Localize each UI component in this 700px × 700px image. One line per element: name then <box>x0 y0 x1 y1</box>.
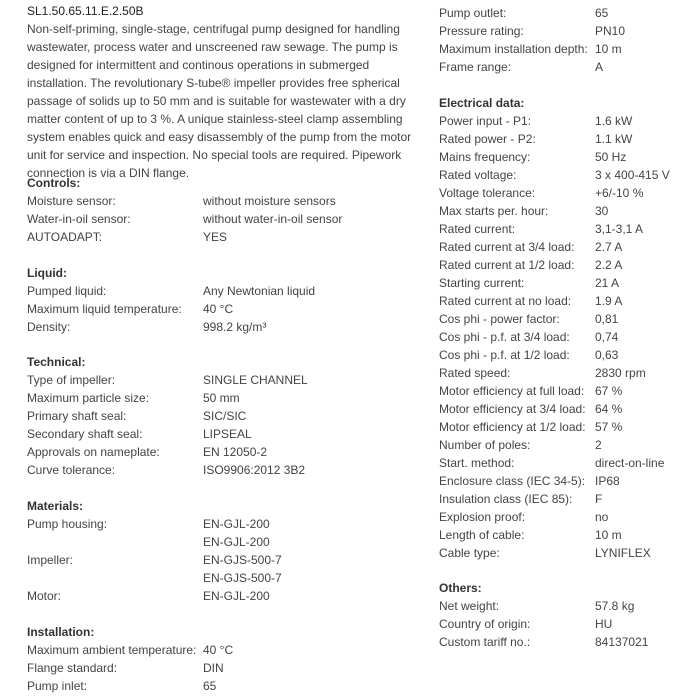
spec-label: Pressure rating: <box>439 24 524 38</box>
spec-value: 10 m <box>595 42 622 56</box>
spec-value: SINGLE CHANNEL <box>203 373 308 387</box>
spec-value: 57.8 kg <box>595 599 635 613</box>
spec-value: EN-GJS-500-7 <box>203 553 282 567</box>
electrical-row <box>439 544 679 562</box>
electrical-row <box>439 346 679 364</box>
spec-label: Rated current at 3/4 load: <box>439 240 575 254</box>
spec-value: EN-GJS-500-7 <box>203 571 282 585</box>
spec-value: PN10 <box>595 24 626 38</box>
spec-label: Pumped liquid: <box>27 284 107 298</box>
spec-value: 2 <box>595 438 602 452</box>
electrical-row <box>439 526 679 544</box>
controls-row <box>27 192 412 210</box>
description-line: Non-self-priming, single-stage, centrifugal pump designed for handling <box>27 22 400 36</box>
description-line: matter content of up to 3 %. A unique stainless-steel clamp assembling <box>27 112 403 126</box>
spec-value: 3 x 400-415 V <box>595 168 670 182</box>
controls-heading: Controls: <box>27 176 81 190</box>
spec-label: Rated current: <box>439 222 516 236</box>
liquid-row <box>27 318 412 336</box>
controls-row <box>27 210 412 228</box>
electrical-row <box>439 472 679 490</box>
spec-value: direct-on-line <box>595 456 665 470</box>
spec-value: without moisture sensors <box>203 194 336 208</box>
spec-value: Any Newtonian liquid <box>203 284 316 298</box>
spec-value: 1.9 A <box>595 294 623 308</box>
spec-label: Start. method: <box>439 456 515 470</box>
electrical-row <box>439 508 679 526</box>
spec-value: 57 % <box>595 420 623 434</box>
spec-value: EN 12050-2 <box>203 445 268 459</box>
liquid-heading: Liquid: <box>27 266 67 280</box>
spec-label: Custom tariff no.: <box>439 635 531 649</box>
spec-label: Motor: <box>27 589 62 603</box>
description-line: connection is via a DIN flange. <box>27 166 190 180</box>
spec-label: Motor efficiency at 3/4 load: <box>439 402 586 416</box>
description-line: system enables quick and easy disassembly of the pump from the motor <box>27 130 412 144</box>
materials-heading: Materials: <box>27 499 84 513</box>
spec-value: 30 <box>595 204 609 218</box>
spec-value: YES <box>203 230 228 244</box>
electrical-row <box>439 490 679 508</box>
installation-row <box>439 22 679 40</box>
spec-value: SIC/SIC <box>203 409 247 423</box>
electrical-row <box>439 148 679 166</box>
spec-label: Rated power - P2: <box>439 132 536 146</box>
spec-value: 40 °C <box>203 302 234 316</box>
installation-row <box>439 40 679 58</box>
materials-row <box>27 533 412 551</box>
spec-label: Country of origin: <box>439 617 531 631</box>
spec-value: 10 m <box>595 528 622 542</box>
description-line: passage of solids up to 50 mm and is suitable for wastewater with a dry <box>27 94 406 108</box>
installation-row <box>27 677 412 695</box>
spec-value: +6/-10 % <box>595 186 644 200</box>
materials-row <box>27 569 412 587</box>
description-line: designed for intermittent and continous operations in submerged <box>27 58 370 72</box>
spec-label: Flange standard: <box>27 661 118 675</box>
spec-label: Rated current at 1/2 load: <box>439 258 575 272</box>
spec-value: 65 <box>595 6 609 20</box>
spec-value: 0,63 <box>595 348 619 362</box>
spec-label: Power input - P1: <box>439 114 532 128</box>
spec-label: Water-in-oil sensor: <box>27 212 131 226</box>
spec-value: 0,81 <box>595 312 619 326</box>
spec-value: 64 % <box>595 402 623 416</box>
technical-row <box>27 425 412 443</box>
spec-label: Secondary shaft seal: <box>27 427 143 441</box>
electrical-row <box>439 436 679 454</box>
materials-row <box>27 551 412 569</box>
spec-value: 40 °C <box>203 643 234 657</box>
description-line: installation. The revolutionary S-tube® impeller provides free spherical <box>27 76 400 90</box>
spec-label: Explosion proof: <box>439 510 526 524</box>
spec-label: Maximum liquid temperature: <box>27 302 182 316</box>
installation-heading: Installation: <box>27 625 95 639</box>
spec-value: IP68 <box>595 474 620 488</box>
spec-label: Density: <box>27 320 71 334</box>
spec-value: F <box>595 492 603 506</box>
spec-label: Rated voltage: <box>439 168 517 182</box>
spec-value: DIN <box>203 661 224 675</box>
electrical-heading: Electrical data: <box>439 96 525 110</box>
electrical-row <box>439 418 679 436</box>
electrical-row <box>439 454 679 472</box>
electrical-row <box>439 328 679 346</box>
electrical-row <box>439 400 679 418</box>
spec-value: 50 Hz <box>595 150 627 164</box>
others-row <box>439 615 679 633</box>
technical-row <box>27 443 412 461</box>
others-row <box>439 633 679 651</box>
electrical-row <box>439 112 679 130</box>
technical-row <box>27 389 412 407</box>
liquid-row <box>27 282 412 300</box>
installation-row <box>439 58 679 76</box>
spec-label: Type of impeller: <box>27 373 116 387</box>
spec-label: Maximum ambient temperature: <box>27 643 197 657</box>
spec-value: LYNIFLEX <box>595 546 651 560</box>
spec-value: 3,1-3,1 A <box>595 222 644 236</box>
electrical-row <box>439 220 679 238</box>
spec-label: Maximum installation depth: <box>439 42 588 56</box>
installation-row <box>27 641 412 659</box>
product-description <box>27 20 412 182</box>
spec-label: AUTOADAPT: <box>27 230 103 244</box>
spec-label: Number of poles: <box>439 438 531 452</box>
technical-row <box>27 407 412 425</box>
spec-label: Starting current: <box>439 276 525 290</box>
spec-label: Maximum particle size: <box>27 391 150 405</box>
spec-value: EN-GJL-200 <box>203 517 270 531</box>
spec-value: 2.7 A <box>595 240 623 254</box>
spec-label: Insulation class (IEC 85): <box>439 492 573 506</box>
spec-label: Impeller: <box>27 553 74 567</box>
electrical-row <box>439 256 679 274</box>
electrical-row <box>439 310 679 328</box>
installation-row <box>27 659 412 677</box>
spec-value: ISO9906:2012 3B2 <box>203 463 306 477</box>
spec-label: Voltage tolerance: <box>439 186 536 200</box>
description-line: unit for service and inspection. No special tools are required. Pipework <box>27 148 402 162</box>
spec-label: Cos phi - p.f. at 1/2 load: <box>439 348 570 362</box>
others-row <box>439 597 679 615</box>
electrical-row <box>439 292 679 310</box>
spec-label: Motor efficiency at 1/2 load: <box>439 420 586 434</box>
technical-row <box>27 371 412 389</box>
electrical-row <box>439 184 679 202</box>
spec-value: 67 % <box>595 384 623 398</box>
spec-value: without water-in-oil sensor <box>203 212 343 226</box>
spec-label: Pump housing: <box>27 517 108 531</box>
spec-value: 998.2 kg/m³ <box>203 320 267 334</box>
spec-label: Approvals on nameplate: <box>27 445 160 459</box>
spec-label: Length of cable: <box>439 528 525 542</box>
spec-label: Rated speed: <box>439 366 511 380</box>
spec-value: 84137021 <box>595 635 649 649</box>
spec-label: Pump inlet: <box>27 679 88 693</box>
spec-label: Net weight: <box>439 599 500 613</box>
product-title: SL1.50.65.11.E.2.50B <box>27 4 144 18</box>
materials-row <box>27 587 412 605</box>
electrical-row <box>439 166 679 184</box>
spec-label: Primary shaft seal: <box>27 409 127 423</box>
spec-value: LIPSEAL <box>203 427 252 441</box>
spec-label: Enclosure class (IEC 34-5): <box>439 474 586 488</box>
spec-value: 2830 rpm <box>595 366 646 380</box>
spec-label: Moisture sensor: <box>27 194 116 208</box>
spec-label: Pump outlet: <box>439 6 507 20</box>
description-line: wastewater, process water and unscreened raw sewage. The pump is <box>27 40 398 54</box>
technical-heading: Technical: <box>27 355 86 369</box>
electrical-row <box>439 364 679 382</box>
others-heading: Others: <box>439 581 482 595</box>
spec-label: Curve tolerance: <box>27 463 116 477</box>
installation-row <box>439 4 679 22</box>
controls-row <box>27 228 412 246</box>
spec-value: no <box>595 510 609 524</box>
materials-row <box>27 515 412 533</box>
spec-value: 65 <box>203 679 217 693</box>
spec-label: Cos phi - p.f. at 3/4 load: <box>439 330 570 344</box>
spec-value: 0,74 <box>595 330 619 344</box>
spec-value: A <box>595 60 604 74</box>
spec-value: 50 mm <box>203 391 240 405</box>
spec-label: Cos phi - power factor: <box>439 312 560 326</box>
liquid-row <box>27 300 412 318</box>
spec-label: Frame range: <box>439 60 512 74</box>
spec-label: Mains frequency: <box>439 150 531 164</box>
electrical-row <box>439 382 679 400</box>
spec-value: 1.6 kW <box>595 114 633 128</box>
spec-label: Cable type: <box>439 546 500 560</box>
spec-value: EN-GJL-200 <box>203 589 270 603</box>
electrical-row <box>439 130 679 148</box>
spec-value: 1.1 kW <box>595 132 633 146</box>
spec-value: EN-GJL-200 <box>203 535 270 549</box>
technical-row <box>27 461 412 479</box>
electrical-row <box>439 202 679 220</box>
electrical-row <box>439 274 679 292</box>
spec-value: HU <box>595 617 613 631</box>
spec-value: 2.2 A <box>595 258 623 272</box>
spec-label: Max starts per. hour: <box>439 204 549 218</box>
spec-label: Motor efficiency at full load: <box>439 384 585 398</box>
electrical-row <box>439 238 679 256</box>
spec-label: Rated current at no load: <box>439 294 572 308</box>
spec-value: 21 A <box>595 276 620 290</box>
